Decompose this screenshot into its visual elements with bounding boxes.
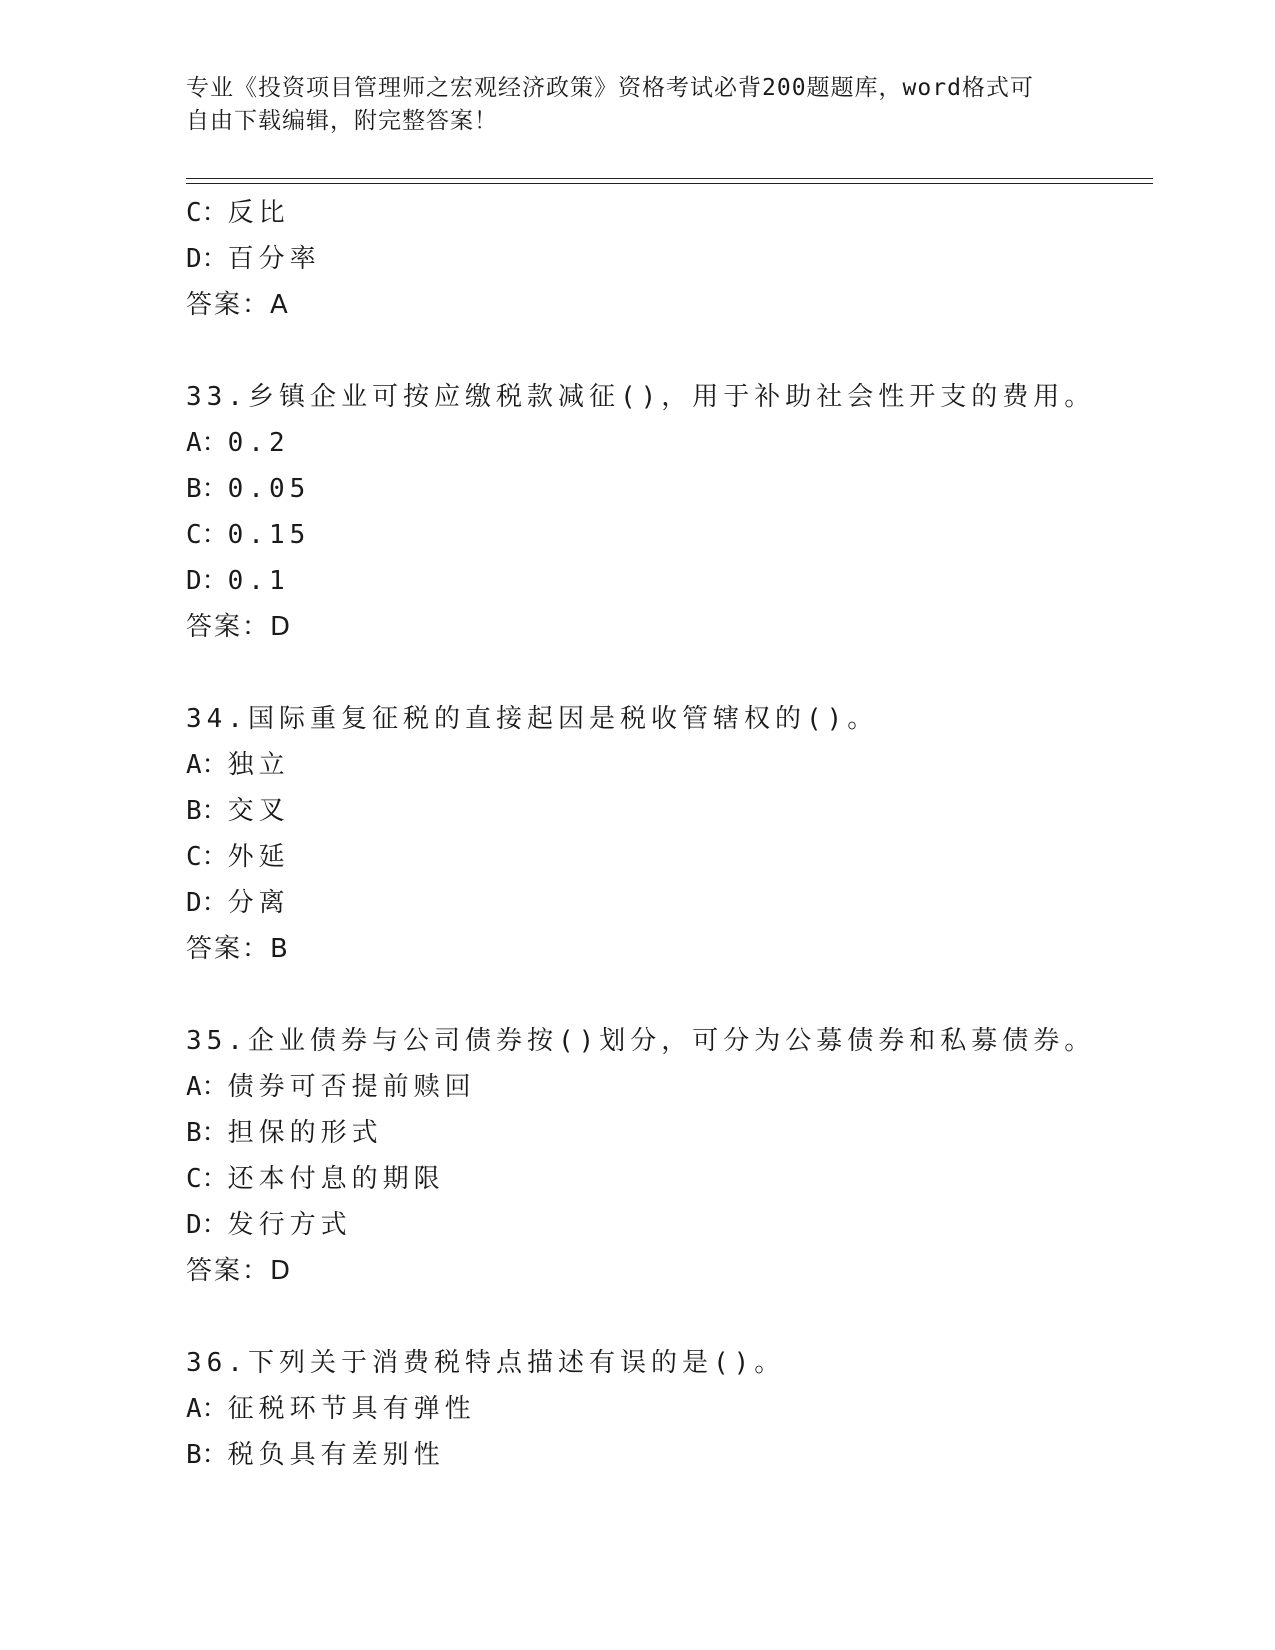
answer-line: 答案：D (186, 1256, 293, 1286)
question-stem: 36.下列关于消费税特点描述有误的是()。 (186, 1348, 786, 1378)
document-header (186, 72, 1066, 138)
option-letter: D： (186, 888, 228, 918)
option-letter: A： (186, 1072, 228, 1102)
option-line (186, 420, 1146, 466)
option-letter: D： (186, 244, 228, 274)
option-letter: C： (186, 842, 228, 872)
question-stem: 33.乡镇企业可按应缴税款减征()，用于补助社会性开支的费用。 (186, 382, 1096, 412)
option-text: 分离 (227, 888, 290, 918)
option-text: 百分率 (227, 244, 321, 274)
option-text: 反比 (227, 198, 290, 228)
option-text: 还本付息的期限 (227, 1164, 445, 1194)
option-letter: A： (186, 1394, 228, 1424)
spacer (186, 972, 1146, 1018)
option-letter: B： (186, 1440, 228, 1470)
answer-line: 答案：B (186, 934, 290, 964)
option-line (186, 880, 1146, 926)
option-letter: C： (186, 1164, 228, 1194)
option-text: 发行方式 (227, 1210, 352, 1240)
option-text: 0.1 (227, 566, 290, 596)
option-text: 0.15 (227, 520, 311, 550)
option-line (186, 558, 1146, 604)
option-letter: B： (186, 1118, 228, 1148)
spacer (186, 328, 1146, 374)
question-stem: 34.国际重复征税的直接起因是税收管辖权的()。 (186, 704, 879, 734)
spacer (186, 650, 1146, 696)
question-stem: 35.企业债券与公司债券按()划分，可分为公募债券和私募债券。 (186, 1026, 1096, 1056)
option-line (186, 1156, 1146, 1202)
option-line (186, 1202, 1146, 1248)
option-line (186, 1110, 1146, 1156)
answer-line: 答案：D (186, 612, 293, 642)
option-line (186, 512, 1146, 558)
option-line (186, 1064, 1146, 1110)
answer-line: 答案：A (186, 290, 290, 320)
option-text: 税负具有差别性 (227, 1440, 445, 1470)
option-line (186, 1386, 1146, 1432)
option-line (186, 190, 1146, 236)
header-line-1: 专业《投资项目管理师之宏观经济政策》资格考试必背200题题库，word格式可 (186, 75, 1034, 101)
question-list (186, 190, 1146, 1478)
option-letter: C： (186, 520, 228, 550)
header-line-2: 自由下载编辑，附完整答案！ (186, 108, 498, 134)
header-rule-bottom (186, 183, 1153, 184)
option-text: 外延 (227, 842, 290, 872)
header-rule-top (186, 178, 1153, 179)
option-letter: A： (186, 750, 228, 780)
option-text: 债券可否提前赎回 (227, 1072, 476, 1102)
option-line (186, 788, 1146, 834)
option-line (186, 1432, 1146, 1478)
option-line (186, 742, 1146, 788)
option-line (186, 834, 1146, 880)
option-letter: B： (186, 796, 228, 826)
option-text: 0.05 (227, 474, 311, 504)
option-text: 征税环节具有弹性 (227, 1394, 476, 1424)
option-letter: C： (186, 198, 228, 228)
option-text: 担保的形式 (227, 1118, 383, 1148)
option-letter: D： (186, 566, 228, 596)
option-letter: A： (186, 428, 228, 458)
option-letter: D： (186, 1210, 228, 1240)
option-text: 独立 (227, 750, 290, 780)
option-letter: B： (186, 474, 228, 504)
option-line (186, 236, 1146, 282)
option-text: 0.2 (227, 428, 290, 458)
spacer (186, 1294, 1146, 1340)
option-text: 交叉 (227, 796, 290, 826)
option-line (186, 466, 1146, 512)
